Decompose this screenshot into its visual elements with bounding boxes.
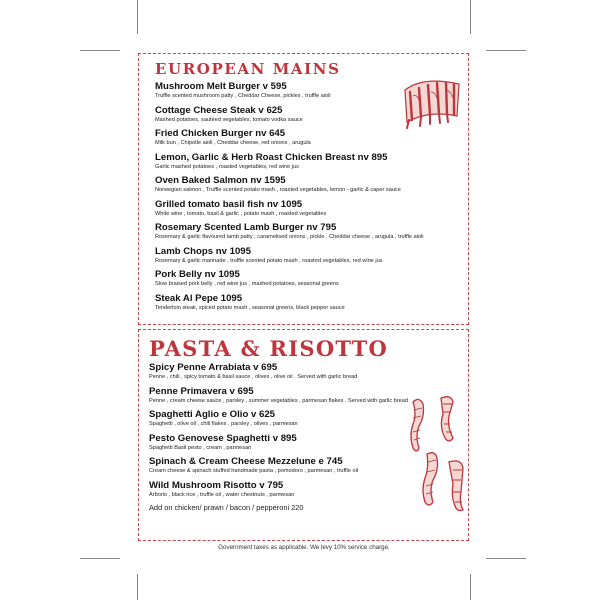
menu-item [149, 433, 419, 453]
crop-mark [486, 50, 526, 51]
menu-item-description: Penne , chili , spicy tomato & basil sauce , olives , olive oil . Served with garlic bread [149, 374, 358, 380]
menu-item-name: Cottage Cheese Steak v 625 [155, 104, 283, 116]
menu-item-name: Oven Baked Salmon nv 1595 [155, 175, 286, 186]
menu-item-description: Mashed potatoes, sautéed vegetables, tomato vodka sauce [155, 116, 303, 123]
section-heading: EUROPEAN MAINS [155, 60, 341, 78]
pasta-risotto-section [138, 329, 469, 541]
menu-item-description: Cream cheese & spinach stuffed handmade pasta , pomodoro , parmesan , truffle oil [149, 468, 359, 474]
menu-item-description: Truffle scented mushroom patty , Cheddar Cheese, pickles , truffle aioli [155, 93, 331, 99]
menu-item-name: Fried Chicken Burger nv 645 [155, 128, 286, 139]
menu-item [155, 222, 445, 242]
menu-item-name: Spicy Penne Arrabiata v 695 [149, 362, 278, 373]
menu-item-description: Rosemary & garlic marinade , truffle scented potato mash , roasted vegetables, red wine jus [155, 257, 383, 264]
menu-page [137, 50, 471, 558]
menu-item-name: Spinach & Cream Cheese Mezzelune e 745 [149, 456, 343, 467]
menu-item-description: Milk bun , Chipotle aioli , Cheddar cheese, red onions , arugula [155, 140, 311, 146]
menu-item-name: Rosemary Scented Lamb Burger nv 795 [155, 222, 337, 233]
menu-item [155, 269, 445, 289]
menu-item [155, 199, 445, 219]
menu-item-description: Rosemary & garlic flavoured lamb patty , caramelised onions , pickle , Cheddar cheese , arugula , truffle aioli [155, 234, 424, 240]
menu-item [155, 246, 445, 266]
menu-item [149, 409, 419, 429]
menu-item-name: Pesto Genovese Spaghetti v 895 [149, 432, 297, 444]
menu-item [155, 175, 445, 195]
menu-item [155, 152, 445, 172]
menu-item [149, 456, 419, 476]
menu-item-description: Arborio , black rice , truffle oil , water chestnuts , parmesan [149, 491, 295, 498]
menu-item-description: Norwegian salmon , Truffle scented potato mash , roasted vegetables, lemon - garlic & caper sauce [155, 187, 401, 193]
menu-item-name: Grilled tomato basil fish nv 1095 [155, 198, 303, 210]
crop-mark [137, 574, 138, 600]
menu-item [149, 386, 419, 406]
menu-item-name: Lamb Chops nv 1095 [155, 245, 251, 257]
menu-item [155, 81, 445, 101]
menu-item-description: Penne , cream cheese sauce , parsley , summer vegetables , parmesan flakes . Served with garlic bread [149, 397, 408, 404]
menu-item-description: Slow braised pork belly , red wine jus , mashed potatoes, seasonal greens [155, 281, 339, 287]
menu-item-name: Wild Mushroom Risotto v 795 [149, 479, 284, 491]
menu-item-description: Garlic mashed potatoes , roasted vegetables, red wine jus [155, 163, 299, 170]
menu-item-description: White wine , tomato, basil & garlic , potato mash , roasted vegetables [155, 210, 327, 217]
european-mains-section [138, 53, 469, 325]
crop-mark [470, 0, 471, 34]
menu-item-description: Tenderloin steak, spiced potato mash , seasonal greens, black pepper sauce [155, 304, 345, 311]
crop-mark [80, 558, 120, 559]
menu-item [149, 480, 419, 500]
menu-item-description: Spaghetti Basil pesto , cream , parmesan [149, 444, 252, 451]
menu-item [155, 105, 445, 125]
crop-mark [486, 558, 526, 559]
crop-mark [470, 574, 471, 600]
crop-mark [137, 0, 138, 34]
menu-item-name: Penne Primavera v 695 [149, 385, 254, 397]
menu-item-name: Pork Belly nv 1095 [155, 269, 240, 280]
european-mains-list [155, 81, 445, 316]
menu-item-name: Mushroom Melt Burger v 595 [155, 81, 287, 92]
menu-item [149, 362, 419, 382]
pasta-risotto-list [149, 362, 419, 503]
menu-item-name: Spaghetti Aglio e Olio v 625 [149, 409, 275, 420]
menu-item-name: Lemon, Garlic & Herb Roast Chicken Breast nv 895 [155, 151, 388, 163]
menu-item [155, 293, 445, 313]
menu-item-description: Spaghetti , olive oil , chili flakes , parsley , olives , parmesan [149, 421, 298, 427]
menu-item [155, 128, 445, 148]
menu-item-name: Steak Al Pepe 1095 [155, 292, 243, 304]
addon-note: Add on chicken/ prawn / bacon / pepperoni 220 [149, 503, 304, 512]
crop-mark [80, 50, 120, 51]
footer-note: Government taxes as applicable. We levy 10% service charge. [218, 544, 390, 551]
section-heading: PASTA & RISOTTO [149, 336, 389, 361]
